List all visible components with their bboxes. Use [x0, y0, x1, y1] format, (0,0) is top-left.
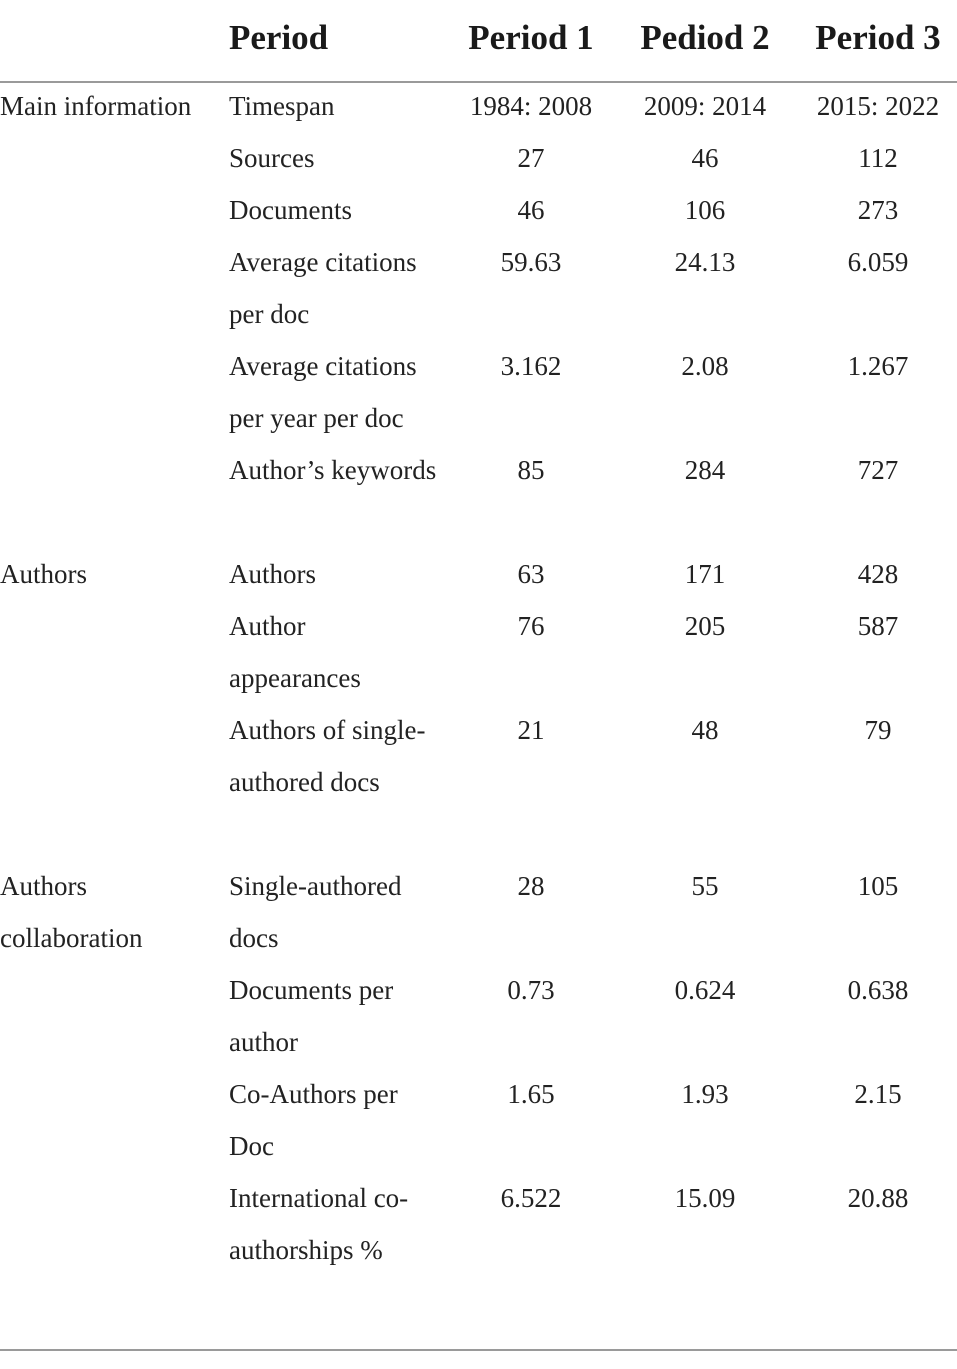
- value-period-2: 171: [684, 559, 726, 589]
- value-period-1: 28: [517, 871, 545, 901]
- value-period-1: 0.73: [507, 975, 555, 1005]
- value-period-2: 2.08: [681, 351, 729, 381]
- value-period-3: 273: [857, 195, 899, 225]
- value-period-1: 6.522: [500, 1183, 562, 1213]
- table-row: [0, 548, 957, 600]
- table-row: [0, 236, 957, 340]
- value-period-1: 1984: 2008: [469, 91, 593, 121]
- metric-label: Average citations per year per doc: [229, 351, 417, 433]
- metric-label: Co-Authors per Doc: [229, 1079, 398, 1161]
- value-period-2: 15.09: [674, 1183, 736, 1213]
- header-period: Period: [229, 18, 329, 57]
- value-period-3: 20.88: [847, 1183, 909, 1213]
- value-period-3: 6.059: [847, 247, 909, 277]
- table-row: [0, 444, 957, 548]
- metric-label: Single-authored docs: [229, 871, 402, 953]
- header-period-3: Period 3: [815, 18, 941, 57]
- group-label: Authors collaboration: [0, 871, 143, 953]
- table-row: [0, 600, 957, 704]
- value-period-2: 24.13: [674, 247, 736, 277]
- metric-label: Authors of single-authored docs: [229, 715, 426, 797]
- value-period-1: 21: [517, 715, 545, 745]
- metric-label: Sources: [229, 143, 315, 173]
- value-period-3: 105: [857, 871, 899, 901]
- table-row: [0, 704, 957, 860]
- table-row: [0, 1068, 957, 1172]
- header-period-1: Period 1: [468, 18, 594, 57]
- value-period-2: 106: [684, 195, 726, 225]
- table-row: [0, 340, 957, 444]
- table-row: [0, 132, 957, 184]
- metric-label: Author appearances: [229, 611, 361, 693]
- metric-label: Average citations per doc: [229, 247, 417, 329]
- group-label: Authors: [0, 559, 87, 589]
- value-period-3: 428: [857, 559, 899, 589]
- metric-label: Author’s keywords: [229, 455, 437, 485]
- value-period-1: 46: [517, 195, 545, 225]
- metric-label: International co-authorships %: [229, 1183, 409, 1265]
- group-label: Main information: [0, 91, 192, 121]
- table-row: [0, 80, 957, 132]
- value-period-2: 205: [684, 611, 726, 641]
- value-period-3: 112: [858, 143, 898, 173]
- value-period-2: 48: [691, 715, 719, 745]
- value-period-3: 2.15: [854, 1079, 902, 1109]
- table-header: [0, 0, 957, 81]
- value-period-3: 0.638: [847, 975, 909, 1005]
- metric-label: Timespan: [229, 91, 335, 121]
- value-period-3: 1.267: [847, 351, 909, 381]
- table-row: [0, 964, 957, 1068]
- value-period-3: 79: [864, 715, 892, 745]
- header-period-2: Pediod 2: [640, 18, 770, 57]
- value-period-2: 284: [684, 455, 726, 485]
- value-period-2: 1.93: [681, 1079, 729, 1109]
- value-period-1: 27: [517, 143, 545, 173]
- table-row: [0, 1172, 957, 1328]
- value-period-1: 85: [517, 455, 545, 485]
- table-body: [0, 80, 957, 1328]
- value-period-1: 63: [517, 559, 545, 589]
- value-period-3: 2015: 2022: [816, 91, 940, 121]
- value-period-1: 59.63: [500, 247, 562, 277]
- value-period-2: 55: [691, 871, 719, 901]
- metric-label: Documents per author: [229, 975, 394, 1057]
- value-period-1: 1.65: [507, 1079, 555, 1109]
- value-period-3: 587: [857, 611, 899, 641]
- table-row: [0, 860, 957, 964]
- value-period-3: 727: [857, 455, 899, 485]
- value-period-2: 0.624: [674, 975, 736, 1005]
- metric-label: Authors: [229, 559, 316, 589]
- value-period-2: 2009: 2014: [643, 91, 767, 121]
- table-row: [0, 184, 957, 236]
- bottom-divider: [0, 1349, 957, 1351]
- value-period-2: 46: [691, 143, 719, 173]
- value-period-1: 76: [517, 611, 545, 641]
- metric-label: Documents: [229, 195, 352, 225]
- value-period-1: 3.162: [500, 351, 562, 381]
